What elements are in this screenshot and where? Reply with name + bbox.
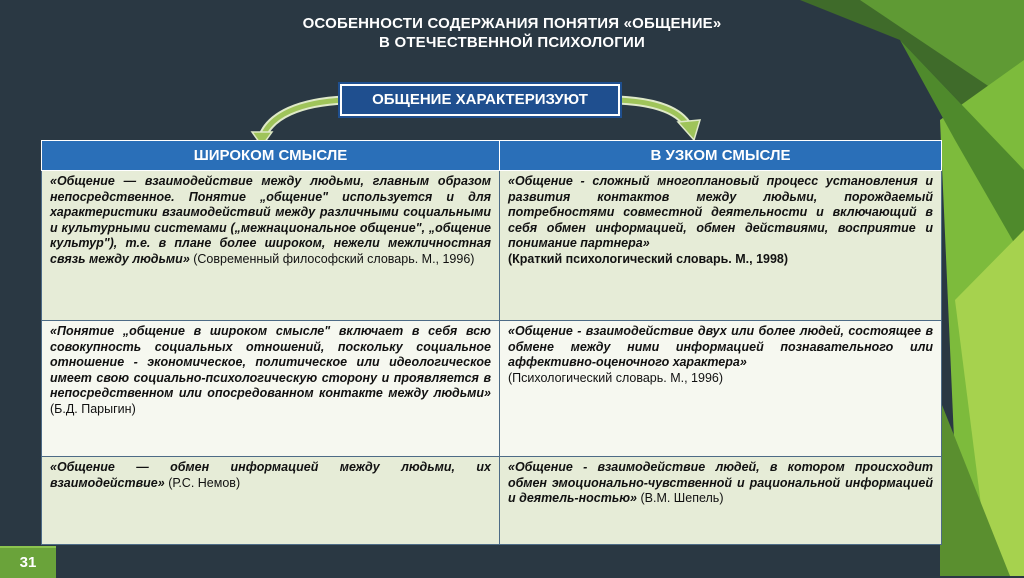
definitions-table <box>41 140 942 545</box>
table-row <box>42 171 942 321</box>
table-row <box>42 457 942 545</box>
definition-quote: «Общение — взаимодействие между людьми, главным образом непосредственное. Понятие „общение" используется и для характеристики взаимодействий между различными социальными и культурными системами („межнациональное общение", „общение культур"), т.е. в плане более широком, нежели межличностная связь между людьми» <box>50 174 491 266</box>
table-cell <box>42 457 500 545</box>
table-cell <box>42 321 500 457</box>
definition-quote: «Понятие „общение в широком смысле" включает в себя всю совокупность социальных отношений, поскольку социальное отношение - экономическое, политическое или идеологическое имеет свою социально-психологическую сторону и проявляется в непосредственном или опосредованном контакте между людьми» <box>50 324 491 400</box>
header-narrow-sense: В УЗКОМ СМЫСЛЕ <box>500 141 942 171</box>
definition-quote: «Общение - сложный многоплановый процесс установления и развития контактов между людьми, порождаемый потребностями совместной деятельности и включающий в себя обмен информацией, обмен действиями, восприятие и понимание партнера» <box>508 174 933 250</box>
table-cell <box>42 171 500 321</box>
slide-number: 31 <box>0 546 56 578</box>
page-title <box>0 14 1024 52</box>
definition-source: (Современный философский словарь. М., 1996) <box>189 251 475 266</box>
table-cell <box>500 171 942 321</box>
definition-source: (Краткий психологический словарь. М., 1998) <box>508 251 789 266</box>
definition-quote: «Общение - взаимодействие двух или более людей, состоящее в обмене между ними информацией познавательного или аффективно-оценочного характера» <box>508 324 933 369</box>
table-row <box>42 321 942 457</box>
definition-quote: «Общение — обмен информацией между людьми, их взаимодействие» <box>50 460 491 490</box>
title-line-1: ОСОБЕННОСТИ СОДЕРЖАНИЯ ПОНЯТИЯ «ОБЩЕНИЕ» <box>302 15 722 32</box>
table-cell <box>500 457 942 545</box>
definition-quote: «Общение - взаимодействие людей, в котором происходит обмен эмоционально-чувственной и рациональной информацией и деятель-ностью» <box>508 460 933 505</box>
title-line-2: В ОТЕЧЕСТВЕННОЙ ПСИХОЛОГИИ <box>379 34 645 51</box>
table-cell <box>500 321 942 457</box>
definition-source: (В.М. Шепель) <box>637 491 724 505</box>
definition-source: (Б.Д. Парыгин) <box>50 401 136 416</box>
definition-source: (Р.С. Немов) <box>164 475 241 490</box>
definition-source: (Психологический словарь. М., 1996) <box>508 370 724 385</box>
header-broad-sense: ШИРОКОМ СМЫСЛЕ <box>42 141 500 171</box>
center-label: ОБЩЕНИЕ ХАРАКТЕРИЗУЮТ <box>340 84 620 116</box>
